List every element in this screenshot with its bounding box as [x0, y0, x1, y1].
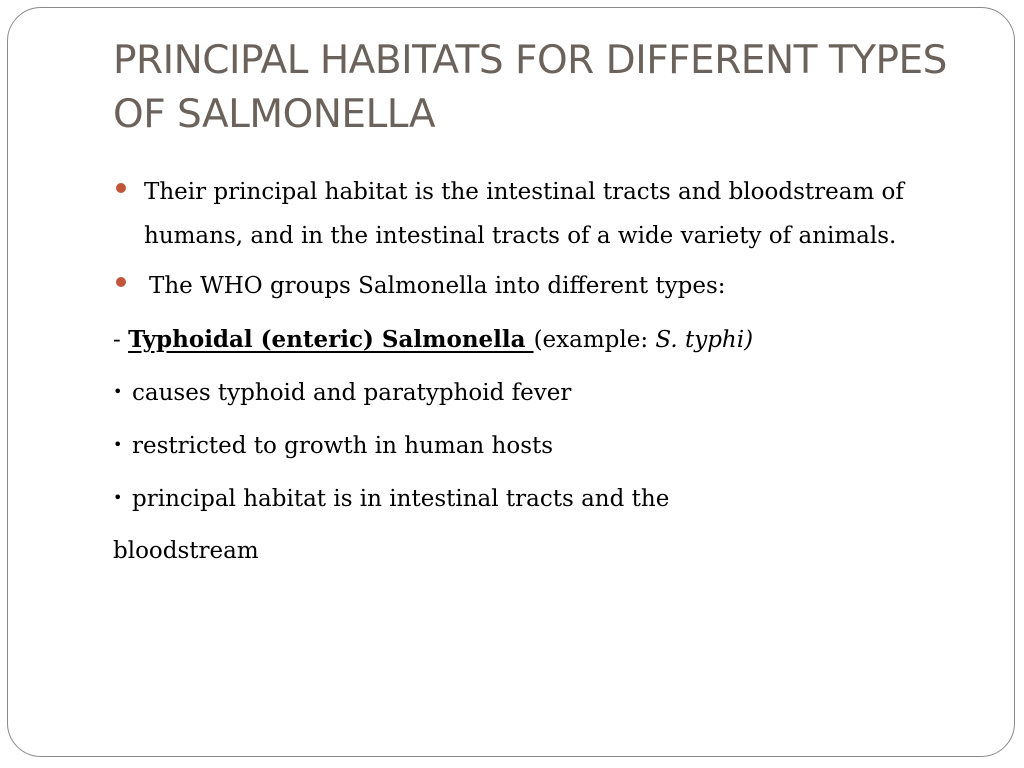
bullet-item-habitat [113, 170, 983, 258]
bullet-item-who-groups [113, 264, 983, 308]
bullet-dot-icon [116, 277, 126, 287]
dash-marker: - [113, 327, 129, 353]
small-bullet-icon: • [113, 488, 123, 507]
sub-point-text: causes typhoid and paratyphoid fever [132, 380, 572, 406]
bullet-text: The WHO groups Salmonella into different types: [149, 273, 726, 299]
sub-point-habitat [113, 472, 983, 525]
salmonella-type-line [113, 314, 983, 366]
sub-point-hosts [113, 419, 983, 472]
example-prefix: (example: [533, 327, 656, 353]
sub-point-continuation: bloodstream [113, 538, 259, 564]
slide-title: PRINCIPAL HABITATS FOR DIFFERENT TYPES OF SALMONELLA [113, 38, 947, 137]
sub-point-fever [113, 366, 983, 419]
bullet-text: Their principal habitat is the intestinal tracts and bloodstream of humans, and in the intestinal tracts of a wide variety of animals. [144, 179, 904, 249]
sub-point-text: principal habitat is in intestinal tracts and the [132, 486, 670, 512]
slide-body [113, 170, 983, 577]
sub-point-text: restricted to growth in human hosts [132, 433, 554, 459]
small-bullet-icon: • [113, 382, 123, 401]
bullet-dot-icon [116, 183, 126, 193]
example-species: S. typhi) [655, 327, 754, 353]
small-bullet-icon: • [113, 435, 123, 454]
type-heading: Typhoidal (enteric) Salmonella [128, 326, 534, 353]
